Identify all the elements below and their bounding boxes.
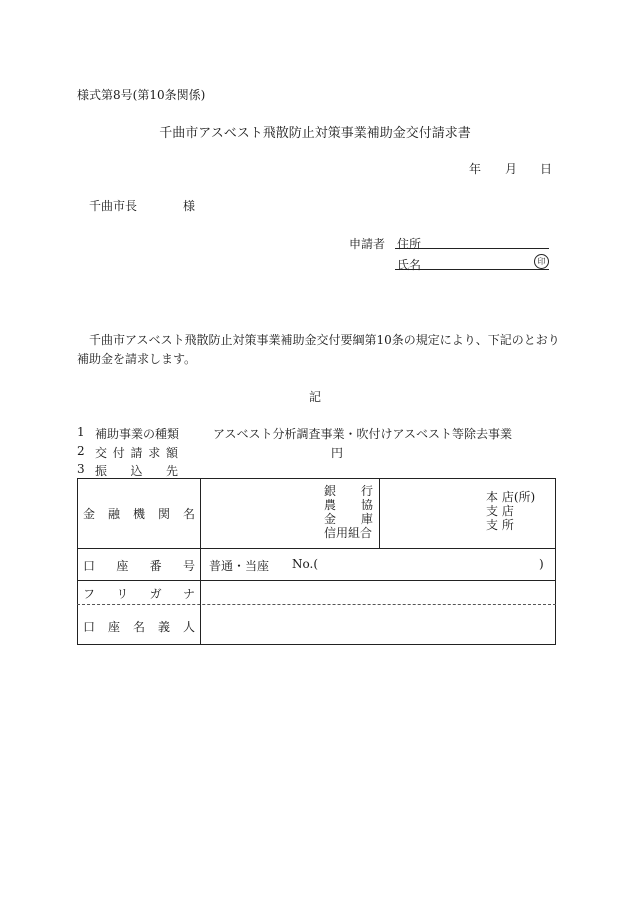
date-day-label: 日 [540,162,553,176]
item-2-yen: 円 [331,446,344,460]
account-no-label: No.( [292,557,319,571]
item-2-number: 2 [77,444,85,458]
bank-name-label: 金 融 機 関 名 [83,507,195,521]
institution-type-bank: 銀 行 [324,484,373,498]
name-underline[interactable] [395,269,549,270]
branch-type-office: 支 所 [486,518,514,532]
account-holder-label: 口 座 名 義 人 [83,620,195,634]
bank-branch-divider [379,478,380,548]
seal-mark: 印 [534,254,549,269]
item-3-label: 振 込 先 [95,464,178,478]
institution-type-shinkin: 金 庫 [324,512,373,526]
address-label: 住所 [397,237,422,251]
date-year-label: 年 [469,162,482,176]
applicant-label: 申請者 [349,237,386,251]
body-text-line2: 補助金を請求します。 [77,352,197,366]
addressee-name: 千曲市長 [89,199,138,213]
branch-type-list [486,490,535,532]
furigana-input[interactable] [205,583,550,602]
item-1-number: 1 [77,425,85,439]
item-1-value: アスベスト分析調査事業・吹付けアスベスト等除去事業 [213,427,513,441]
account-no-close: ) [539,557,544,571]
ki-label: 記 [308,390,321,404]
account-number-input[interactable] [325,552,535,576]
date-month-label: 月 [505,162,518,176]
row-divider-dashed [77,604,556,605]
account-number-label: 口 座 番 号 [83,559,195,573]
branch-type-main: 本 店(所) [486,490,536,504]
bank-name-input[interactable] [205,482,323,544]
table-divider-vertical [200,478,201,645]
page-title: 千曲市アスベスト飛散防止対策事業補助金交付請求書 [159,126,471,141]
institution-type-list [324,484,373,540]
account-type-options: 普通・当座 [209,559,270,573]
address-underline[interactable] [395,248,549,249]
row-divider-2 [77,580,556,581]
institution-type-agri-coop: 農 協 [324,498,373,512]
institution-type-credit-union: 信用組合 [324,526,373,540]
account-holder-input[interactable] [205,608,550,642]
name-label: 氏名 [397,258,422,272]
body-text-line1: 千曲市アスベスト飛散防止対策事業補助金交付要綱第10条の規定により、下記のとおり [89,333,560,347]
item-3-number: 3 [77,462,85,476]
addressee-honorific: 様 [183,199,196,213]
branch-type-branch: 支 店 [486,504,514,518]
furigana-label: フ リ ガ ナ [83,587,195,601]
form-number: 様式第8号(第10条関係) [77,88,206,102]
item-1-label: 補助事業の種類 [95,427,180,441]
row-divider-1 [77,548,556,549]
item-2-label: 交 付 請 求 額 [95,446,178,460]
